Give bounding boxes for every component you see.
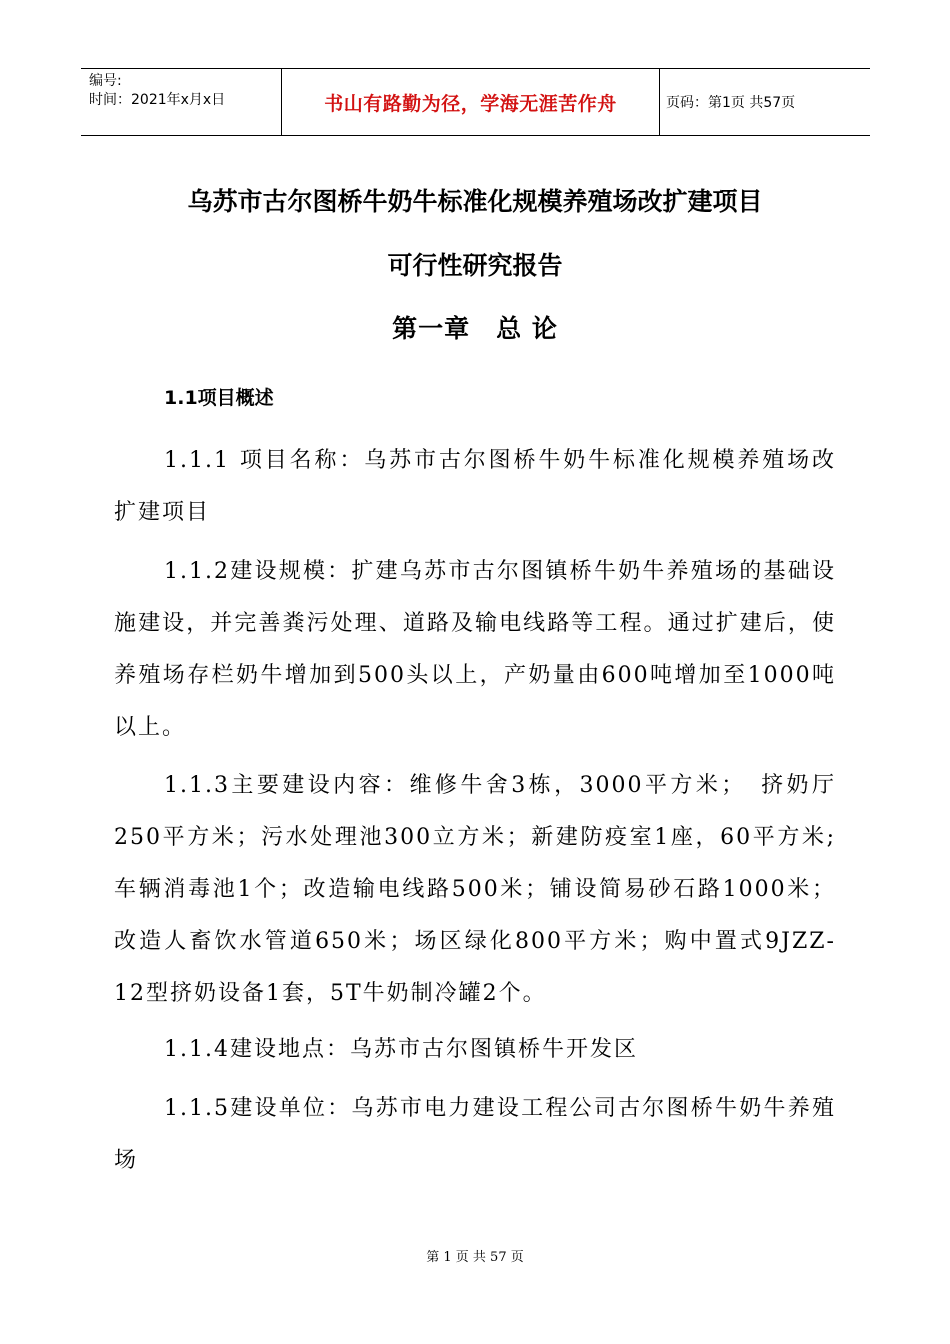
paragraph-construction-content: 1.1.3主要建设内容：维修牛舍3栋，3000平方米； 挤奶厅250平方米；污水处理池300立方米；新建防疫室1座，60平方米;车辆消毒池1个；改造输电线路500米；铺设简易砂石路1000米；改造人畜饮水管道650米；场区绿化800平方米；购中置式9JZZ-12型挤奶设备1套，5T牛奶制冷罐2个。 (114, 773, 836, 1006)
document-title: 乌苏市古尔图桥牛奶牛标准化规模养殖场改扩建项目 (187, 187, 763, 216)
page-footer: 第 1 页 共 57 页 (426, 1250, 524, 1265)
chapter-heading: 第一章 总 论 (392, 314, 558, 343)
paragraph-project-name: 1.1.1 项目名称：乌苏市古尔图桥牛奶牛标准化规模养殖场改扩建项目 (114, 448, 836, 525)
header-meta-cell (81, 69, 281, 135)
header-motto: 书山有路勤为径，学海无涯苦作舟 (324, 92, 617, 115)
paragraph-construction-location: 1.1.4建设地点：乌苏市古尔图镇桥牛开发区 (164, 1037, 638, 1062)
document-number-label: 编号: (89, 73, 122, 89)
header-page-info: 页码：第1页 共57页 (666, 95, 796, 111)
section-heading: 1.1项目概述 (164, 387, 274, 409)
document-date-label: 时间：2021年x月x日 (89, 92, 226, 108)
paragraph-construction-unit: 1.1.5建设单位：乌苏市电力建设工程公司古尔图桥牛奶牛养殖场 (114, 1096, 836, 1173)
header-table (81, 68, 870, 136)
document-subtitle: 可行性研究报告 (387, 251, 563, 280)
paragraph-construction-scale: 1.1.2建设规模：扩建乌苏市古尔图镇桥牛奶牛养殖场的基础设施建设，并完善粪污处理、道路及输电线路等工程。通过扩建后，使养殖场存栏奶牛增加到500头以上，产奶量由600吨增加至1000吨以上。 (114, 559, 836, 740)
